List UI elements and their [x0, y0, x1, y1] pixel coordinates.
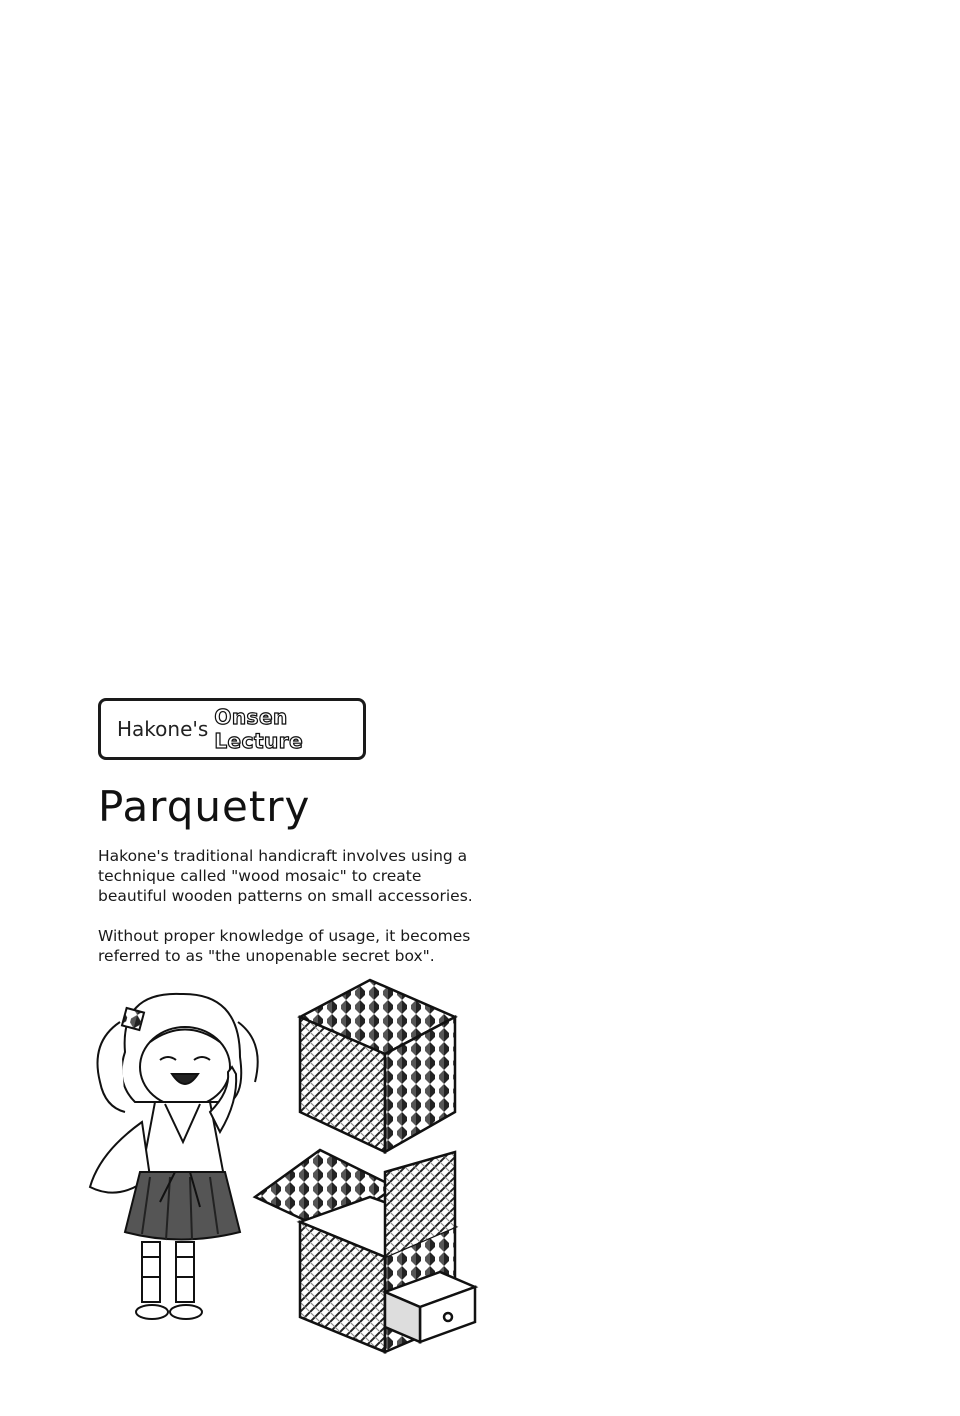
closed-puzzle-box — [300, 980, 455, 1152]
paragraph-intro: Hakone's traditional handicraft involves using a technique called "wood mosaic" to create beautiful wooden patterns on small accessories. — [98, 847, 473, 905]
paragraph-secret-box: Without proper knowledge of usage, it becomes referred to as "the unopenable secret box". — [98, 927, 471, 965]
page-title: Parquetry — [98, 782, 311, 831]
lecture-prefix: Hakone's — [117, 717, 209, 741]
girl-character — [90, 994, 258, 1319]
lecture-label-box — [98, 698, 366, 760]
opened-puzzle-box — [255, 1150, 475, 1352]
lecture-emphasis: Onsen Lecture — [214, 705, 304, 753]
illustration — [80, 972, 490, 1372]
